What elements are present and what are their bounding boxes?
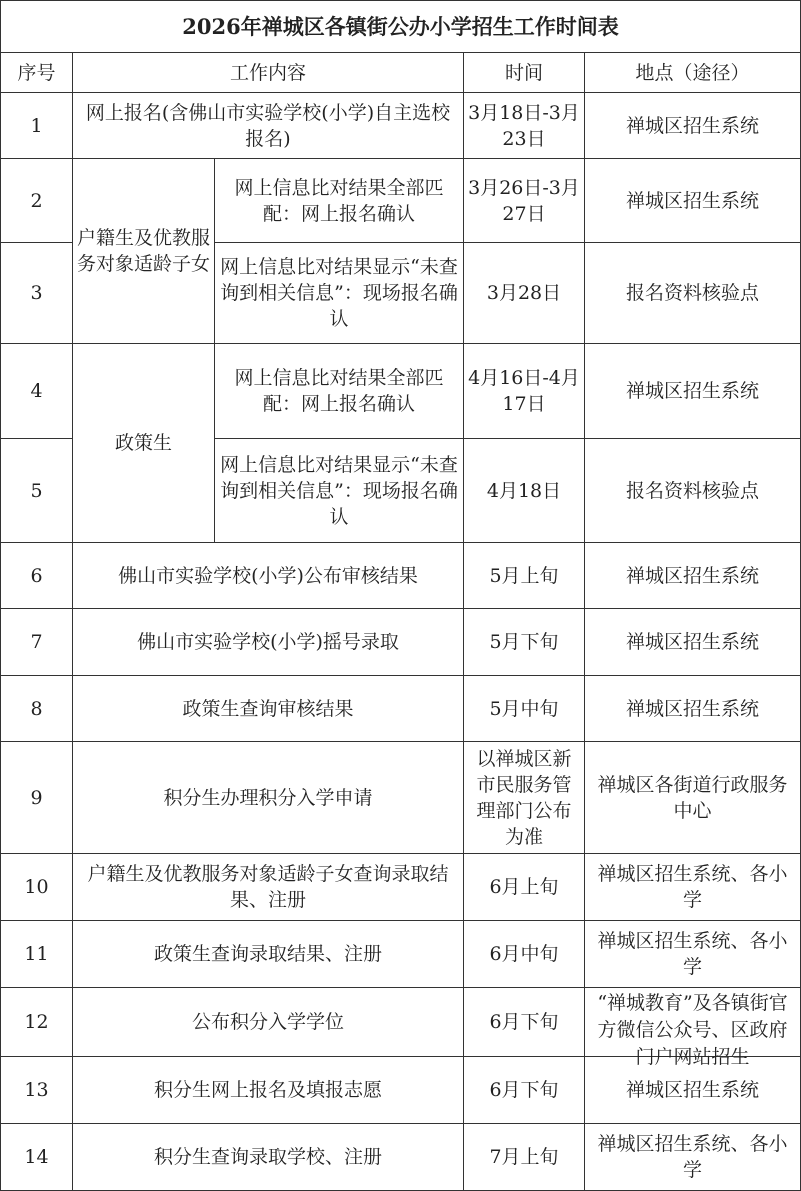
row-no: 4 bbox=[1, 344, 73, 439]
row-time: 6月下旬 bbox=[464, 1057, 585, 1124]
row-place: 禅城区招生系统 bbox=[585, 1057, 801, 1124]
table-row bbox=[1, 676, 801, 742]
row-place: 禅城区招生系统、各小学 bbox=[585, 854, 801, 921]
header-content: 工作内容 bbox=[73, 53, 464, 93]
row-content: 户籍生及优教服务对象适龄子女查询录取结果、注册 bbox=[73, 854, 464, 921]
row-content: 公布积分入学学位 bbox=[73, 988, 464, 1057]
group-label-huji: 户籍生及优教服务对象适龄子女 bbox=[73, 159, 215, 344]
row-time: 5月中旬 bbox=[464, 676, 585, 742]
table-row bbox=[1, 988, 801, 1057]
row-place: 禅城区招生系统 bbox=[585, 609, 801, 676]
row-content: 积分生网上报名及填报志愿 bbox=[73, 1057, 464, 1124]
row-content: 积分生办理积分入学申请 bbox=[73, 742, 464, 854]
row-place: “禅城教育”及各镇街官方微信公众号、区政府门户网站招生 bbox=[597, 992, 788, 1068]
row-content: 积分生查询录取学校、注册 bbox=[73, 1124, 464, 1191]
row-content: 网上信息比对结果全部匹配：网上报名确认 bbox=[215, 344, 464, 439]
row-place: 报名资料核验点 bbox=[585, 439, 801, 543]
row-no: 10 bbox=[1, 854, 73, 921]
row-place: 禅城区招生系统 bbox=[585, 93, 801, 159]
row-no: 2 bbox=[1, 159, 73, 243]
row-content: 网上信息比对结果全部匹配：网上报名确认 bbox=[215, 159, 464, 243]
row-place: 报名资料核验点 bbox=[585, 243, 801, 344]
table-row bbox=[1, 742, 801, 854]
row-time: 6月下旬 bbox=[464, 988, 585, 1057]
row-time: 5月上旬 bbox=[464, 543, 585, 609]
row-time: 4月16日-4月17日 bbox=[464, 344, 585, 439]
row-time: 3月18日-3月23日 bbox=[464, 93, 585, 159]
header-row bbox=[1, 53, 801, 93]
row-place: 禅城区各街道行政服务中心 bbox=[585, 742, 801, 854]
row-time: 4月18日 bbox=[464, 439, 585, 543]
table-row bbox=[1, 1124, 801, 1191]
row-time: 3月26日-3月27日 bbox=[464, 159, 585, 243]
table-row bbox=[1, 93, 801, 159]
table-row bbox=[1, 159, 801, 243]
group-label-policy: 政策生 bbox=[73, 344, 215, 543]
row-place: 禅城区招生系统 bbox=[585, 159, 801, 243]
row-place: 禅城区招生系统 bbox=[585, 676, 801, 742]
row-no: 14 bbox=[1, 1124, 73, 1191]
row-place: 禅城区招生系统、各小学 bbox=[585, 1124, 801, 1191]
table-row bbox=[1, 543, 801, 609]
row-time: 3月28日 bbox=[464, 243, 585, 344]
row-content: 网上信息比对结果显示“未查询到相关信息”：现场报名确认 bbox=[215, 439, 464, 543]
row-no: 7 bbox=[1, 609, 73, 676]
row-content: 网上信息比对结果显示“未查询到相关信息”：现场报名确认 bbox=[215, 243, 464, 344]
row-place: 禅城区招生系统 bbox=[585, 543, 801, 609]
row-no: 5 bbox=[1, 439, 73, 543]
row-content: 网上报名(含佛山市实验学校(小学)自主选校报名) bbox=[73, 93, 464, 159]
header-no: 序号 bbox=[1, 53, 73, 93]
row-time: 以禅城区新市民服务管理部门公布为准 bbox=[464, 742, 585, 854]
table-row bbox=[1, 921, 801, 988]
row-content: 佛山市实验学校(小学)摇号录取 bbox=[73, 609, 464, 676]
row-no: 11 bbox=[1, 921, 73, 988]
row-no: 9 bbox=[1, 742, 73, 854]
table-title: 2026年禅城区各镇街公办小学招生工作时间表 bbox=[1, 1, 801, 53]
row-no: 1 bbox=[1, 93, 73, 159]
table-row bbox=[1, 854, 801, 921]
row-no: 3 bbox=[1, 243, 73, 344]
header-time: 时间 bbox=[464, 53, 585, 93]
row-no: 6 bbox=[1, 543, 73, 609]
row-content: 佛山市实验学校(小学)公布审核结果 bbox=[73, 543, 464, 609]
header-place: 地点（途径） bbox=[585, 53, 801, 93]
row-time: 5月下旬 bbox=[464, 609, 585, 676]
row-place: 禅城区招生系统、各小学 bbox=[585, 921, 801, 988]
row-content: 政策生查询录取结果、注册 bbox=[73, 921, 464, 988]
row-no: 8 bbox=[1, 676, 73, 742]
table-row bbox=[1, 609, 801, 676]
table-row bbox=[1, 344, 801, 439]
row-time: 6月上旬 bbox=[464, 854, 585, 921]
row-no: 13 bbox=[1, 1057, 73, 1124]
row-content: 政策生查询审核结果 bbox=[73, 676, 464, 742]
row-time: 6月中旬 bbox=[464, 921, 585, 988]
row-time: 7月上旬 bbox=[464, 1124, 585, 1191]
row-no: 12 bbox=[1, 988, 73, 1057]
row-place: 禅城区招生系统 bbox=[585, 344, 801, 439]
